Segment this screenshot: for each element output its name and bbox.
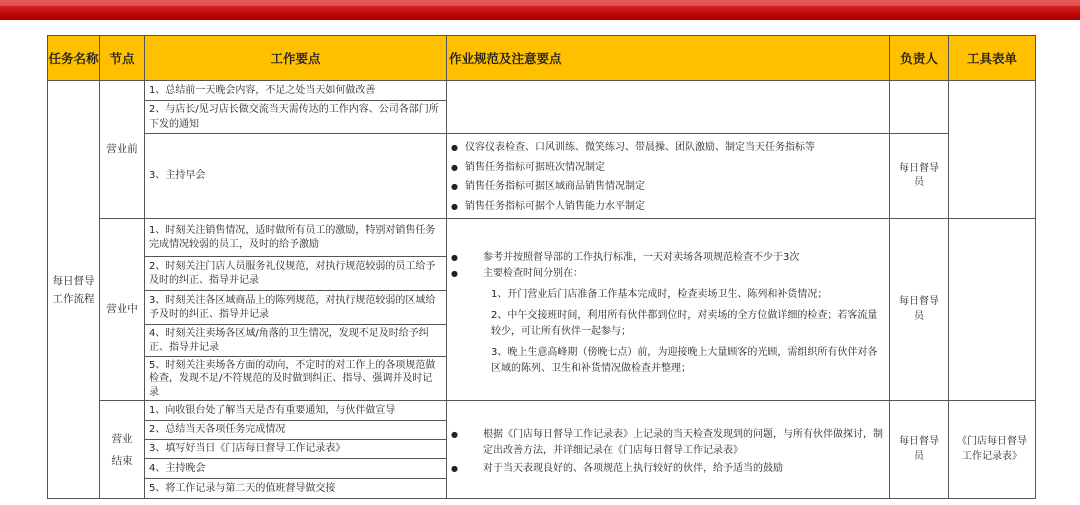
spec-bullet: ● 根据《门店每日督导工作记录表》上记录的当天检查发现到的问题，与所有伙伴做探讨，制定出改善方法，并详细记录在《门店每日督导工作记录表》: [451, 427, 885, 458]
item-text: 1、向收银台处了解当天是否有重要通知，与伙伴做宣导: [149, 404, 396, 416]
header-owner: 负责人: [889, 35, 949, 81]
owner-cell: [889, 133, 949, 219]
spec-bullet: ● 销售任务指标可据个人销售能力水平制定: [451, 197, 885, 217]
item-text: 2、时刻关注门店人员服务礼仪规范，对执行规范较弱的员工给予及时的纠正、指导并记录: [149, 260, 436, 286]
node-label-line1: 营业: [111, 432, 133, 445]
spec-bullet: ● 销售任务指标可据班次情况制定: [451, 158, 885, 178]
item-text: 2、与店长/见习店长做交流当天需传达的工作内容、公司各部门所下发的通知: [149, 104, 439, 130]
owner-text: 每日督导员: [899, 296, 939, 322]
spec-during-business: [446, 218, 890, 401]
tools-cell: [948, 80, 1036, 219]
owner-text: 每日督导员: [899, 436, 939, 462]
list-item: [144, 290, 447, 325]
item-text: 1、时刻关注销售情况，适时做所有员工的激励，特别对销售任务完成情况较弱的员工，及时的给予激励: [149, 224, 436, 250]
tools-cell: [948, 400, 1036, 499]
list-item: [144, 80, 447, 101]
list-item: [144, 478, 447, 499]
list-item: [144, 133, 447, 219]
item-text: 3、填写好当日《门店每日督导工作记录表》: [149, 443, 346, 455]
owner-cell: [889, 218, 949, 401]
spec-bullet: ● 仪容仪表检查、口风训练、微笑练习、带晨操、团队激励、制定当天任务指标等: [451, 138, 885, 158]
list-item: [144, 420, 447, 440]
header-tools: 工具表单: [948, 35, 1036, 81]
spec-sub-item: 2、中午交接班时间，利用所有伙伴都到位时，对卖场的全方位做详细的检查；若客流量较少，可让所有伙伴一起参与；: [491, 310, 878, 337]
item-text: 4、时刻关注卖场各区域/角落的卫生情况，发现不足及时给予纠正、指导并记录: [149, 327, 429, 353]
item-text: 1、总结前一天晚会内容，不足之处当天如何做改善: [149, 84, 376, 96]
list-item: [144, 356, 447, 401]
list-item: [144, 400, 447, 421]
node-after-close: [99, 400, 145, 499]
list-item: [144, 218, 447, 257]
item-text: 3、时刻关注各区域商品上的陈列规范，对执行规范较弱的区域给予及时的纠正、指导并记录: [149, 294, 436, 320]
spec-bullet: ● 对于当天表现良好的、各项规范上执行较好的伙伴，给予适当的鼓励: [451, 461, 885, 477]
owner-empty-cell: [889, 80, 949, 134]
spec-empty-cell: [446, 80, 890, 134]
task-name-cell: [47, 80, 100, 499]
node-label-line2: 结束: [111, 454, 133, 467]
header-spec: 作业规范及注意要点: [446, 35, 890, 81]
spec-after-close: [446, 400, 890, 499]
item-text: 4、主持晚会: [149, 462, 206, 474]
spec-bullet: ● 参考并按照督导部的工作执行标准，一天对卖场各项规范检查不少于3次: [451, 250, 885, 266]
item-text: 5、将工作记录与第二天的值班督导做交接: [149, 482, 336, 494]
node-label: 营业前: [106, 143, 138, 156]
tools-cell: [948, 218, 1036, 401]
owner-text: 每日督导员: [899, 162, 939, 188]
list-item: [144, 324, 447, 357]
header-node: 节点: [99, 35, 145, 81]
owner-cell: [889, 400, 949, 499]
list-item: [144, 439, 447, 459]
workflow-table: [47, 35, 1036, 499]
item-text: 2、总结当天各项任务完成情况: [149, 424, 286, 436]
spec-bullet: ● 销售任务指标可据区域商品销售情况制定: [451, 177, 885, 197]
spec-bullet: ● 主要检查时间分别在：: [451, 266, 885, 282]
item-text: 5、时刻关注卖场各方面的动向，不定时的对工作上的各项规范做检查，发现不足/不符规范的及时做到纠正、指导、强调并及时记录: [149, 359, 436, 398]
spec-sub-item: 1、开门营业后门店准备工作基本完成时，检查卖场卫生、陈列和补货情况；: [491, 289, 828, 300]
spec-sub-item: 3、晚上生意高峰期（傍晚七点）前，为迎接晚上大量顾客的光顾，需组织所有伙伴对各区域的陈列、卫生和补货情况做检查并整理；: [491, 347, 878, 374]
task-name: 每日督导工作流程: [52, 274, 95, 305]
item-text: 3、主持早会: [149, 170, 206, 182]
header-work-points: 工作要点: [144, 35, 447, 81]
list-item: [144, 256, 447, 291]
top-banner: [0, 0, 1080, 20]
header-task-name: 任务名称: [47, 35, 100, 81]
node-during-business: [99, 218, 145, 401]
node-label: 营业中: [106, 303, 138, 316]
node-before-open: [99, 80, 145, 219]
spec-before-open: [446, 133, 890, 219]
list-item: [144, 100, 447, 134]
list-item: [144, 458, 447, 479]
banner-sheen: [0, 0, 1080, 6]
tools-text: 《门店每日督导工作记录表》: [957, 436, 1027, 462]
